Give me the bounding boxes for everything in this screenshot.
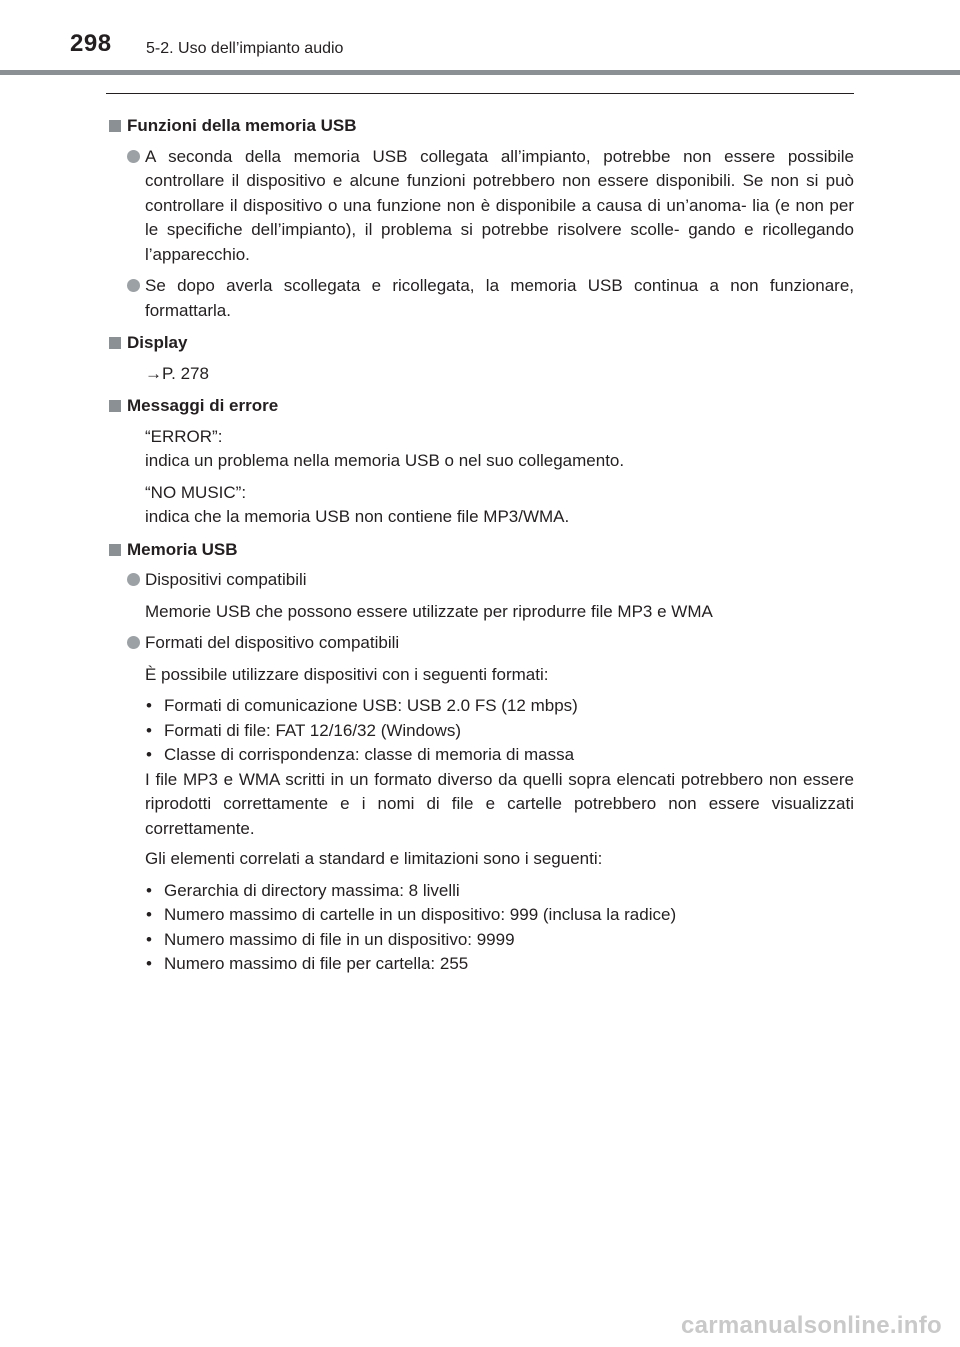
circle-bullet-icon <box>127 573 140 586</box>
page-number: 298 <box>70 30 112 57</box>
square-bullet-icon <box>109 337 121 349</box>
limits-list <box>108 879 854 977</box>
heading-error-messages: Messaggi di errore <box>108 394 854 419</box>
list-item: • Classe di corrispondenza: classe di memoria di massa <box>145 743 854 768</box>
heading-usb-functions: Funzioni della memoria USB <box>108 114 854 139</box>
square-bullet-icon <box>109 120 121 132</box>
paragraph: Memorie USB che possono essere utilizzate per riprodurre file MP3 e WMA <box>145 601 713 621</box>
bullet-item <box>108 274 854 323</box>
list-bullet: • <box>146 745 152 764</box>
bullet-item <box>108 631 854 656</box>
header-divider <box>0 70 960 75</box>
heading-usb-memory: Memoria USB <box>108 538 854 563</box>
list-item: • Numero massimo di file in un dispositivo: 9999 <box>145 928 854 953</box>
error-message-entry <box>108 481 854 530</box>
formats-list <box>108 694 854 841</box>
list-item: • Gerarchia di directory massima: 8 livelli <box>145 879 854 904</box>
page-content <box>108 106 854 983</box>
square-bullet-icon <box>109 544 121 556</box>
bullet-text: Formati del dispositivo compatibili <box>145 633 400 652</box>
list-bullet: • <box>146 880 152 900</box>
formats-note: I file MP3 e WMA scritti in un formato diverso da quelli sopra elencati potrebbero non essere riprodotti correttamente e i nomi di file e cartelle potrebbero non essere visualizzati correttamente. <box>145 769 854 838</box>
bullet-item <box>108 568 854 593</box>
circle-bullet-icon <box>127 150 140 163</box>
bullet-item <box>108 145 854 268</box>
list-bullet: • <box>146 954 152 973</box>
list-item: • Formati di comunicazione USB: USB 2.0 FS (12 mbps) <box>145 694 854 719</box>
list-item: • Numero massimo di cartelle in un dispositivo: 999 (inclusa la radice) <box>145 903 854 928</box>
circle-bullet-icon <box>127 279 140 292</box>
square-bullet-icon <box>109 400 121 412</box>
error-message-entry <box>108 425 854 474</box>
paragraph: Gli elementi correlati a standard e limitazioni sono i seguenti: <box>145 849 603 868</box>
heading-display: Display <box>108 331 854 356</box>
error-description: indica un problema nella memoria USB o nel suo collegamento. <box>145 451 625 470</box>
page-reference: →P. 278 <box>145 363 209 383</box>
watermark-link[interactable]: carmanualsonline.info <box>680 1312 942 1339</box>
list-bullet: • <box>146 905 152 924</box>
section-rule <box>106 93 854 94</box>
bullet-text: A seconda della memoria USB collegata all’impianto, potrebbe non essere possibile controllare il dispositivo e alcune funzioni potrebbero non essere disponibili. Se non si può controllare il dispositivo o una funzione non è disponibile a causa di un’anoma- lia (e non per le specifiche dell’impianto), il problema si potrebbe risolvere scolle- gando e ricollegando l’apparecchio. <box>145 146 854 264</box>
error-code: “NO MUSIC”: <box>145 482 247 502</box>
list-item: • Formati di file: FAT 12/16/32 (Windows) <box>145 719 854 744</box>
page-header <box>0 0 960 74</box>
chapter-title: 5-2. Uso dell’impianto audio <box>146 40 344 57</box>
list-bullet: • <box>146 696 152 715</box>
paragraph: È possibile utilizzare dispositivi con i seguenti formati: <box>145 664 549 684</box>
list-item: • Numero massimo di file per cartella: 255 <box>145 952 854 977</box>
error-code: “ERROR”: <box>145 426 223 446</box>
error-description: indica che la memoria USB non contiene file MP3/WMA. <box>145 507 570 526</box>
list-bullet: • <box>146 929 152 949</box>
list-bullet: • <box>146 720 152 740</box>
bullet-text: Se dopo averla scollegata e ricollegata, la memoria USB continua a non funzionare, formattarla. <box>145 276 854 320</box>
bullet-text: Dispositivi compatibili <box>145 570 307 589</box>
circle-bullet-icon <box>127 636 140 649</box>
